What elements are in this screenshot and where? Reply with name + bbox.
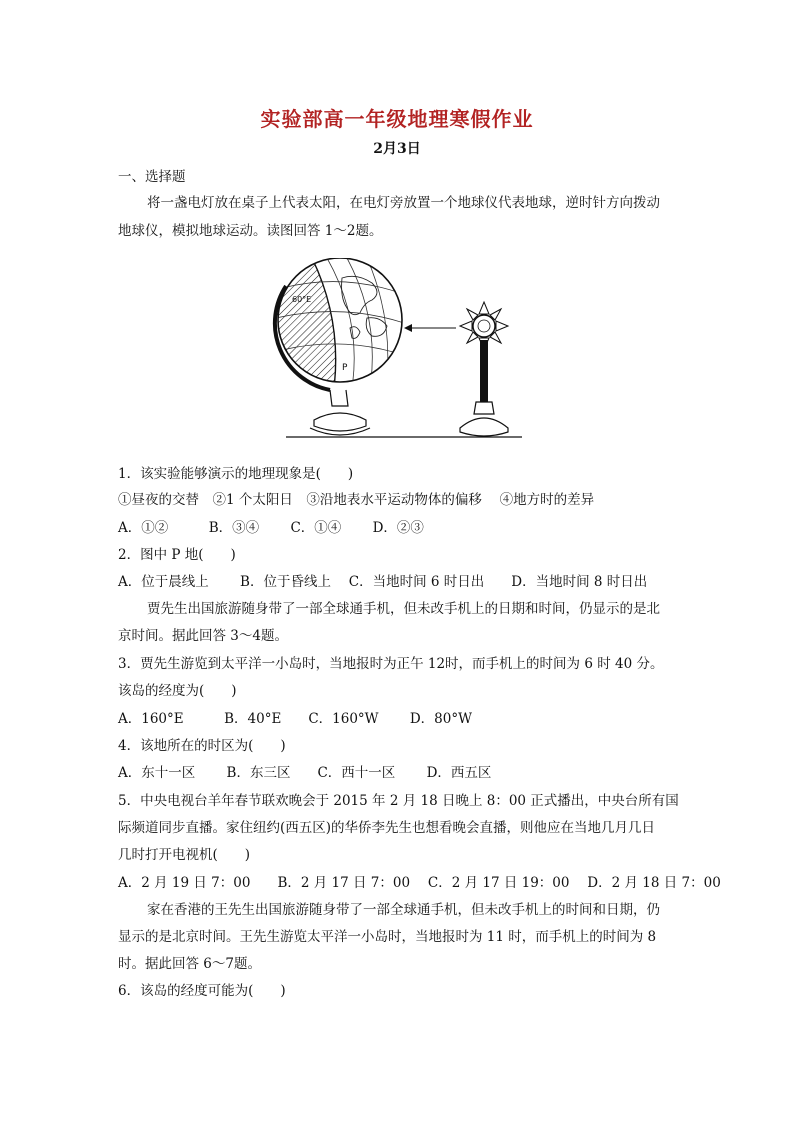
page-title: 实验部高一年级地理寒假作业 <box>260 107 534 131</box>
question-3-line1: 3．贾先生游览到太平洋一小岛时，当地报时为正午 12时，而手机上的时间为 6 时 40 分。 <box>118 656 664 672</box>
question-1: 1．该实验能够演示的地理现象是( ) <box>118 466 354 482</box>
question-3-options: A．160°E B．40°E C．160°W D．80°W <box>118 711 472 727</box>
question-5-line3: 几时打开电视机( ) <box>118 847 251 863</box>
question-5-options: A．2 月 19 日 7：00 B．2 月 17 日 7：00 C．2 月 17 日 19：00 D．2 月 18 日 7：00 <box>118 875 721 891</box>
question-1-statements: ①昼夜的交替 ②1 个太阳日 ③沿地表水平运动物体的偏移 ④地方时的差异 <box>118 492 595 508</box>
intro3-line1: 家在香港的王先生出国旅游随身带了一部全球通手机，但未改手机上的时间和日期，仍 <box>147 902 660 918</box>
intro3-line2: 显示的是北京时间。王先生游览太平洋一小岛时，当地报时为 11 时，而手机上的时间为 8 <box>118 929 657 945</box>
question-4: 4．该地所在的时区为( ) <box>118 738 286 754</box>
question-5-line2: 际频道同步直播。家住纽约(西五区)的华侨李先生也想看晚会直播，则他应在当地几月几日 <box>118 820 656 836</box>
question-1-options: A．①② B．③④ C．①④ D．②③ <box>118 520 424 536</box>
page-date: 2月3日 <box>373 141 421 157</box>
label-p: P <box>342 363 348 373</box>
label-60e: 60°E <box>292 295 312 304</box>
intro1-line2: 地球仪，模拟地球运动。读图回答 1～2题。 <box>118 223 383 239</box>
intro1-line1: 将一盏电灯放在桌子上代表太阳，在电灯旁放置一个地球仪代表地球，逆时针方向拨动 <box>147 195 660 211</box>
lamp-neck <box>474 402 494 414</box>
intro3-line3: 时。据此回答 6～7题。 <box>118 956 261 972</box>
intro2-line1: 贾先生出国旅游随身带了一部全球通手机，但未改手机上的日期和时间，仍显示的是北 <box>147 601 660 617</box>
globe-stem <box>330 390 348 406</box>
question-4-options: A．东十一区 B．东三区 C．西十一区 D．西五区 <box>118 765 492 781</box>
section-heading: 一、选择题 <box>118 169 186 185</box>
question-3-line2: 该岛的经度为( ) <box>118 683 237 699</box>
globe-base <box>314 413 366 431</box>
intro2-line2: 京时间。据此回答 3～4题。 <box>118 628 288 644</box>
lamp-pole <box>480 340 488 402</box>
lamp-base <box>460 418 508 436</box>
question-2-options: A．位于晨线上 B．位于昏线上 C．当地时间 6 时日出 D．当地时间 8 时日出 <box>118 574 648 590</box>
globe-lamp-figure <box>272 258 532 440</box>
question-2: 2．图中 P 地( ) <box>118 547 236 563</box>
question-6: 6．该岛的经度可能为( ) <box>118 983 286 999</box>
question-5-line1: 5．中央电视台羊年春节联欢晚会于 2015 年 2 月 18 日晚上 8：00 正式播出，中央台所有国 <box>118 793 679 809</box>
